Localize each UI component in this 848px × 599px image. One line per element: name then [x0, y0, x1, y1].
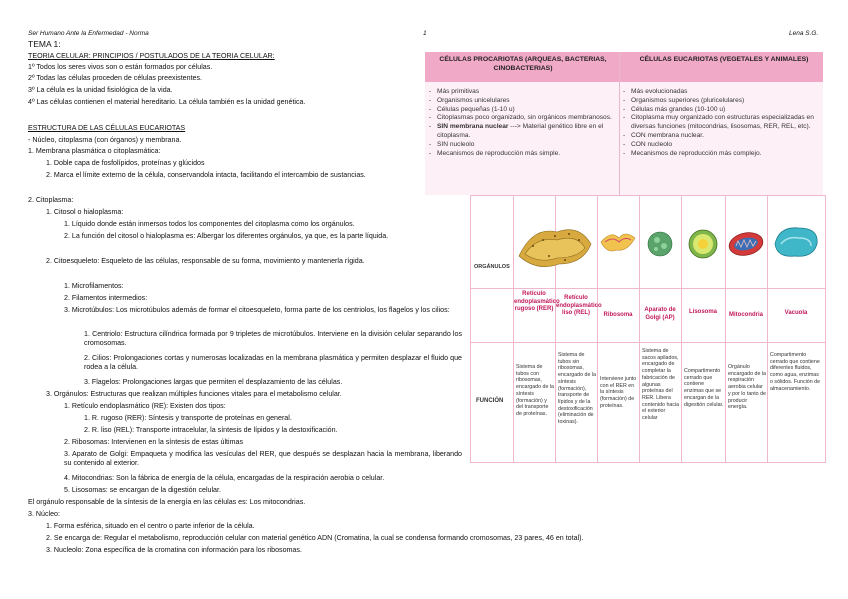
header-left: Ser Humano Ante la Enfermedad - Norma — [28, 30, 149, 37]
eucariotas-item: - Células más grandes (10-100 u) — [623, 106, 819, 115]
organelle-name: Ribosoma — [603, 312, 633, 318]
eucariotas-item: - Organismos superiores (pluricelulares) — [623, 97, 819, 106]
lisosomas: 5. Lisosomas: se encargan de la digestión celular. — [64, 486, 221, 494]
nucleo-item-3: 3. Nucleolo: Zona específica de la cromatina con información para los ribosomas. — [46, 546, 302, 554]
organelle-name: Mitocondria — [729, 312, 763, 318]
procariotas-item: - SIN nucleolo — [429, 141, 613, 150]
organulo-energia: El orgánulo responsable de la síntesis de la energía en las células es: Los mitocondrias. — [28, 498, 306, 506]
flagelos: 3. Flagelos: Prolongaciones largas que permiten el desplazamiento de las células. — [84, 378, 343, 386]
organulos-heading: 3. Orgánulos: Estructuras que realizan múltiples funciones vitales para el metabolismo celular. — [46, 390, 342, 398]
procariotas-item: - Células pequeñas (1-10 u) — [429, 106, 613, 115]
rer-illustration — [513, 204, 597, 286]
nucleo-item-1: 1. Forma esférica, situado en el centro o parte inferior de la célula. — [46, 522, 255, 530]
citosol-item-2: 2. La función del citosol o hialoplasma es: Albergar los diferentes orgánulos, ya que, es la parte líquida. — [64, 232, 389, 240]
membrana-item-2: 2. Marca el límite externo de la célula, conservandola intacta, facilitando el intercambio de sustancias. — [46, 171, 366, 179]
postulado-3: 3º La célula es la unidad fisiológica de la vida. — [28, 86, 173, 94]
microtubulos: 3. Microtúbulos: Los microtúbulos además de formar el citoesqueleto, forma parte de los centriolos, los flagelos y los cilios: — [64, 306, 450, 314]
membrana-item-1: 1. Doble capa de fosfolípidos, proteínas y glúcidos — [46, 159, 205, 167]
funcion-label: FUNCIÓN — [476, 398, 504, 404]
nucleo-item-2: 2. Se encarga de: Regular el metabolismo, reproducción celular con material genético ADN (Cromatina, la cual se condensa formando cromosomas, 23 pares, 46 en total). — [46, 534, 584, 542]
mitocondria-illustration — [725, 218, 767, 268]
teoria-title: TEORIA CELULAR: PRINCIPIOS / POSTULADOS DE LA TEORIA CELULAR: — [28, 52, 275, 60]
eucariotas-item: - Citoplasma muy organizado con estructuras especializadas en diversas funciones (mitocondrias, lisosomas, RER, REL, etc). — [623, 114, 819, 132]
organelle-function: Compartimento cerrado que contiene enzimas que se encargan de la digestión celular. — [684, 368, 724, 408]
eucariotas-item: - Mecanismos de reproducción más complejo. — [623, 150, 819, 159]
eucariotas-item: - Más evolucionadas — [623, 88, 819, 97]
filamentos-intermedios: 2. Filamentos intermedios: — [64, 294, 148, 302]
mitocondrias: 4. Mitocondrias: Son la fábrica de energía de la célula, encargadas de la respiración aerobia o celular. — [64, 474, 385, 482]
citoplasma-heading: 2. Citoplasma: — [28, 196, 74, 204]
golgi: 3. Aparato de Golgi: Empaqueta y modifica las vesículas del RER, que después se desplazan hacia la membrana, liberando su contenido al exterior. — [64, 450, 462, 467]
cilios: 2. Cilios: Prolongaciones cortas y numerosas localizadas en la membrana plasmática y permiten desplazar el fluido que rodea a la célula. — [84, 354, 462, 371]
postulado-1: 1º Todos los seres vivos son o están formados por células. — [28, 63, 213, 71]
organelle-function: Compartimento cerrado que contiene diferentes fluidos, como agua, enzimas o sólidos. Función de almacenamiento. — [770, 352, 821, 392]
organelle-name: Retículo endoplasmático liso (REL) — [556, 295, 602, 316]
procariotas-list — [429, 88, 613, 158]
header-right: Lena S.G. — [789, 30, 819, 37]
procariotas-item: - Organismos unicelulares — [429, 97, 613, 106]
centriolo: 1. Centriolo: Estructura cilíndrica formada por 9 tripletes de microtúbulos. Interviene en la división celular separando los cromosomas. — [84, 330, 462, 347]
organelle-name: Retículo endoplasmático rugoso (RER) — [514, 291, 560, 312]
reticulo-rugoso: 1. R. rugoso (RER): Síntesis y transporte de proteínas en general. — [84, 414, 292, 422]
eucariotas-list — [623, 88, 819, 158]
organelle-function: Sistema de sacos apilados, encargado de completar la fabricación de algunas proteínas del RER. Libera contenido hacia el exterior celular — [642, 348, 680, 422]
tema-title: TEMA 1: — [28, 39, 61, 49]
eucariotas-title: CÉLULAS EUCARIOTAS (VEGETALES Y ANIMALES) — [639, 56, 809, 63]
vacuola-illustration — [767, 214, 825, 268]
organelle-function: Sistema de tubos sin ribosomas, encargado de la síntesis (formación), transporte de lípidos y de la destoxificación (eliminación de toxinas). — [558, 352, 596, 426]
procariotas-eucariotas-table — [425, 52, 823, 195]
procariotas-item: - Citoplasmas poco organizado, sin orgánicos membranosos. — [429, 114, 613, 123]
postulado-4: 4º Las células contienen el material hereditario. La célula también es la unidad genética. — [28, 98, 306, 106]
ribosoma-illustration — [597, 216, 639, 266]
nucleo-heading: 3. Núcleo: — [28, 510, 60, 518]
organelle-name: Lisosoma — [688, 309, 717, 315]
citoesqueleto-heading: 2. Citoesqueleto: Esqueleto de las células, responsable de su forma, movimiento y mantenerla rígida. — [46, 257, 365, 265]
procariotas-item: - SIN membrana nuclear ---> Material genético libre en el citoplasma. — [429, 123, 613, 141]
procariotas-item: - Mecanismos de reproducción más simple. — [429, 150, 613, 159]
organelle-function: Orgánulo encargado de la respiración aerobia celular y por lo tanto de producir energía. — [728, 364, 766, 411]
ribosomas: 2. Ribosomas: Intervienen en la síntesis de estas últimas — [64, 438, 244, 446]
eucariotas-item: - CON membrana nuclear. — [623, 132, 819, 141]
reticulo-liso: 2. R. liso (REL): Transporte intracelular, la síntesis de lípidos y la destoxificación. — [84, 426, 338, 434]
citosol-heading: 1. Citosol o hialoplasma: — [46, 208, 124, 216]
sin-membrana-bold: SIN membrana nuclear — [437, 123, 509, 131]
procariotas-title: CÉLULAS PROCARIOTAS (ARQUEAS, BACTERIAS, CINOBACTERIAS) — [439, 56, 607, 72]
estructura-title: ESTRUCTURA DE LAS CÉLULAS EUCARIOTAS — [28, 124, 186, 132]
organelles-table — [470, 195, 826, 463]
estructura-intro: - Núcleo, citoplasma (con órganos) y membrana. — [28, 136, 182, 144]
reticulo-heading: 1. Retículo endoplasmático (RE): Existen dos tipos: — [64, 402, 226, 410]
membrana-heading: 1. Membrana plasmática o citoplasmática: — [28, 147, 161, 155]
lisosoma-illustration — [681, 218, 725, 268]
organelle-name: Aparato de Golgi (AP) — [644, 307, 676, 321]
microfilamentos: 1. Microfilamentos: — [64, 282, 124, 290]
procariotas-item: - Más primitivas — [429, 88, 613, 97]
organelle-function: Interviene junto con el RER en la síntesis (formación) de proteínas. — [600, 376, 637, 409]
organelle-name: Vacuola — [784, 310, 808, 316]
page-number: 1 — [423, 30, 427, 37]
eucariotas-item: - CON nucleolo — [623, 141, 819, 150]
organulos-label: ORGÁNULOS — [474, 264, 510, 270]
organelle-function: Sistema de tubos con ribosomas, encargado de la síntesis (formación) y del transporte de proteínas. — [516, 364, 554, 417]
postulado-2: 2º Todas las células proceden de células preexistentes. — [28, 74, 202, 82]
golgi-illustration — [639, 218, 681, 268]
citosol-item-1: 1. Líquido donde están inmersos todos los componentes del citoplasma como los orgánulos. — [64, 220, 355, 228]
